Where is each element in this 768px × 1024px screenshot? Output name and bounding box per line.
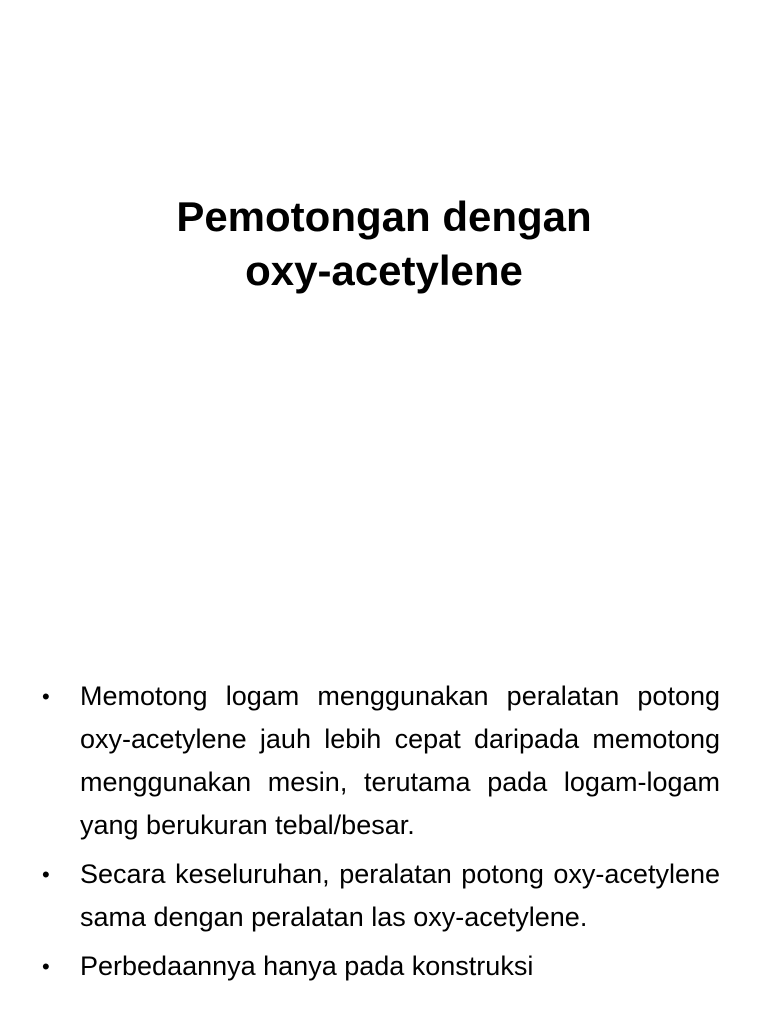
bullet-list	[40, 675, 720, 994]
bullet-marker: •	[42, 862, 50, 887]
bullet-item-difference	[40, 945, 720, 988]
slide-title	[40, 190, 728, 298]
title-line-2: oxy-acetylene	[245, 247, 523, 294]
bullet-marker: •	[42, 684, 50, 709]
bullet-text: Secara keseluruhan, peralatan potong oxy-acetylene sama dengan peralatan las oxy-acetylene.	[80, 859, 720, 932]
bullet-text: Perbedaannya hanya pada konstruksi	[80, 951, 534, 981]
bullet-marker: •	[42, 954, 50, 979]
bullet-item-equipment-same	[40, 853, 720, 939]
bullet-item-cutting-speed	[40, 675, 720, 847]
bullet-text: Memotong logam menggunakan peralatan potong oxy-acetylene jauh lebih cepat daripada memotong menggunakan mesin, terutama pada logam-logam yang berukuran tebal/besar.	[80, 681, 720, 840]
title-line-1: Pemotongan dengan	[176, 193, 592, 240]
